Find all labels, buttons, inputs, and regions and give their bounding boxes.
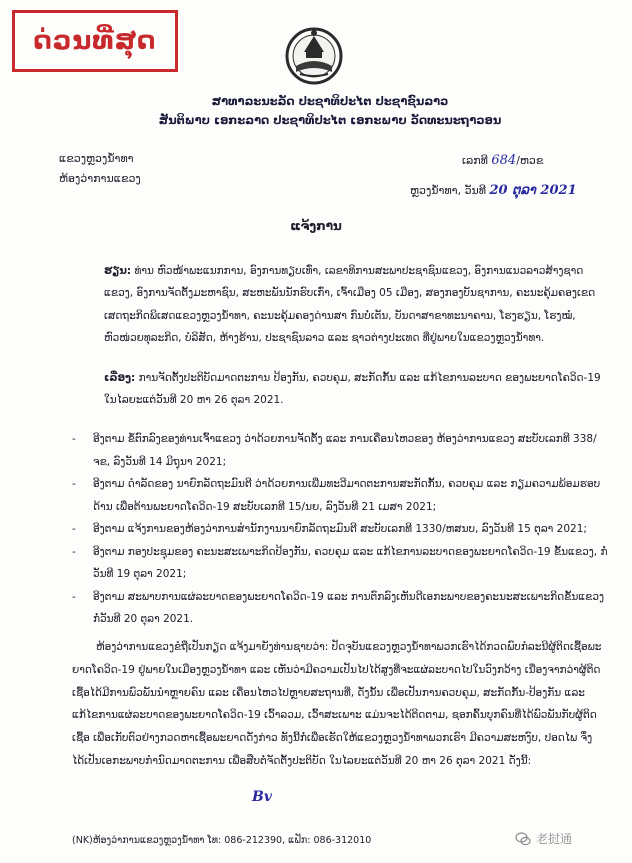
issuer-department: ຫ້ອງວ່າການແຂວງ: [59, 172, 141, 185]
urgent-stamp-text: ດ່ວນທີ່ສຸດ: [33, 26, 157, 56]
addressees-text: ທ່ານ ຫົວໜ້າພະແນກການ, ອົງການທຽບເທົ່າ, ເລຂາທິການສະພາປະຊາຊົນແຂວງ, ອົງການແນວລາວສ້າງຊາດແຂວງ, ອົງການຈັດຕັ້ງມະຫາຊົນ, ສະຫະພັນນັກຮົບເກົ່າ, ເຈົ້າເມືອງ 05 ເມືອງ, ສອງກອງບັນຊາການ, ຄະນະຄຸ້ມຄອງເຂດເສດຖະກິດພິເສດແຂວງຫຼວງນໍ້າທາ, ຄະນະຄຸ້ມຄອງດ່ານສາ ກົນບໍ່ເຕັນ, ບັນດາສາຂາທະນາຄານ, ໂຮງຮຽນ, ໂຮງໝໍ, ຫົວໜ່ວຍທຸລະກິດ, ບໍລິສັດ, ຫ້າງຮ້ານ, ປະຊາຊົນລາວ ແລະ ຊາວຕ່າງປະເທດ ທີ່ຢູ່ພາຍໃນແຂວງຫຼວງນໍ້າທາ.: [104, 265, 596, 344]
urgent-stamp: [12, 10, 178, 72]
reference-text: ອີງຕາມ ຂໍ້ຕົກລົງຂອງທ່ານເຈົ້າແຂວງ ວ່າດ້ວຍການຈັດຕັ້ງ ແລະ ການເຄື່ອນໄຫວຂອງ ຫ້ອງວ່າການແຂວງ ສະບັບເລກທີ 338/ຈຂ, ລົງວັນທີ 14 ມິຖຸນາ 2021;: [93, 433, 597, 468]
place-date-value: 20 ຕຸລາ 2021: [489, 183, 577, 198]
reference-item: [72, 518, 612, 541]
subject-label: ເລື່ອງ:: [104, 372, 136, 384]
reference-bullet: -: [72, 545, 76, 558]
reference-item: [72, 541, 612, 586]
reference-item: [72, 586, 612, 631]
addressees: [104, 260, 604, 349]
reference-text: ອີງຕາມ ດຳລັດຂອງ ນາຍົກລັດຖະມົນຕີ ວ່າດ້ວຍການເພີ່ມທະວີມາດຕະການສະກັດກັ້ນ, ຄວບຄຸມ ແລະ ກຽມຄວາມພ້ອມຮອບດ້ານ ເພື່ອຕ້ານພະຍາດໂຄວິດ-19 ສະບັບເລກທີ 15/ນຍ, ລົງວັນທີ 21 ເມສາ 2021;: [93, 478, 601, 513]
references-list: [72, 428, 612, 631]
watermark: [515, 830, 572, 847]
watermark-text: 老挝通: [536, 832, 573, 846]
place-date: [410, 183, 577, 198]
addressees-label: ຮຽນ:: [104, 265, 132, 277]
document-title: ແຈ້ງການ: [290, 219, 342, 233]
reference-bullet: -: [72, 478, 76, 490]
doc-number-suffix: /ຫວຂ: [516, 154, 544, 167]
footer-contact: (NK)ຫ້ອງວ່າການແຂວງຫຼວງນໍ້າທາ ໂທ: 086-212390, ແຟັກ: 086-312010: [72, 835, 372, 846]
wechat-icon: [515, 831, 531, 847]
reference-bullet: -: [72, 590, 76, 603]
reference-text: ອີງຕາມ ແຈ້ງການຂອງຫ້ອງວ່າການສຳນັກງານນາຍົກລັດຖະມົນຕີ ສະບັບເລກທີ 1330/ຫສນບ, ລົງວັນທີ 15 ຕຸລາ 2021;: [93, 523, 587, 535]
reference-bullet: -: [72, 523, 76, 535]
header-line-1: ສາທາລະນະລັດ ປະຊາທິປະໄຕ ປະຊາຊົນລາວ: [211, 94, 449, 108]
doc-number-label: ເລກທີ: [462, 154, 488, 167]
national-emblem-icon: [282, 22, 346, 86]
body-paragraph: ຫ້ອງວ່າການແຂວງຂໍຖືເປັນກຽດ ແຈ້ງມາຍັງທ່ານຊາບວ່າ: ປັດຈຸບັນແຂວງຫຼວງນໍ້າທາພວກເຮົາໄດ້ກວດພົບກໍລະນີຜູ້ຕິດເຊື້ອພະຍາດໂຄວິດ-19 ຢູ່ພາຍໃນເມືອງຫຼວງນໍ້າທາ ແລະ ເຫັນວ່າມີຄວາມເປັນໄປໄດ້ສູງທີ່ຈະແຜ່ລະບາດໄປໃນວົງກວ້າງ ເນື່ອງຈາກວ່າຜູ້ຕິດເຊື້ອໄດ້ມີການພົວພັນນຳຫຼາຍຄົນ ແລະ ເຄື່ອນໄຫວໄປຫຼາຍສະຖານທີ່, ດັ່ງນັ້ນ ເພື່ອເປັນການຄວບຄຸມ, ສະກັດກັ້ນ-ປ້ອງກັນ ແລະ ແກ້ໄຂການແຜ່ລະບາດຂອງພະຍາດໂຄວິດ-19 ເວົ້າລວມ, ເວົ້າສະເພາະ ແມ່ນຈະໄດ້ຕິດຕາມ, ຊອກຄົ້ນບຸກຄົນທີ່ໄດ້ພົວພັນກັບຜູ້ຕິດເຊື້ອ ເພື່ອເກັບຕົວຢ່າງກວດຫາເຊື້ອພະຍາດດັ່ງກ່າວ ທັງນີ້ກໍ່ເພື່ອເຮັດໃຫ້ແຂວງຫຼວງນໍ້າທາພວກເຮົາ ມີຄວາມສະຫງົບ, ປອດໄພ ຈຶ່ງໄດ້ເປັນເອກະພາບກຳນົດມາດຕະການ ເພື່ອສືບຕໍ່ຈັດຕັ້ງປະຕິບັດ ໃນໄລຍະແຕ່ວັນທີ 20 ຫາ 26 ຕຸລາ 2021 ດັ່ງນີ້:: [72, 641, 602, 767]
reference-item: [72, 428, 612, 473]
reference-text: ອີງຕາມ ກອງປະຊຸມຂອງ ຄະນະສະເພາະກິດປ້ອງກັນ, ຄວບຄຸມ ແລະ ແກ້ໄຂການລະບາດຂອງພະຍາດໂຄວິດ-19 ຂັ້ນແຂວງ, ກໍ່ວັນທີ 19 ຕຸລາ 2021;: [93, 545, 608, 580]
reference-text: ອີງຕາມ ສະພາບການແຜ່ລະບາດຂອງພະຍາດໂຄວິດ-19 ແລະ ການຕົກລົງເຫັນດີເອກະພາບຂອງຄະນະສະເພາະກິດຂັ້ນແຂວງ ກໍ່ວັນທີ 20 ຕຸລາ 2021.: [93, 590, 605, 625]
doc-number-value: 684: [491, 153, 517, 168]
subject-text: ການຈັດຕັ້ງປະຕິບັດມາດຕະການ ປ້ອງກັນ, ຄວບຄຸມ, ສະກັດກັ້ນ ແລະ ແກ້ໄຂການລະບາດ ຂອງພະຍາດໂຄວິດ-19 ໃນໄລຍະແຕ່ວັນທີ 20 ຫາ 26 ຕຸລາ 2021.: [104, 372, 601, 406]
place-date-prefix: ຫຼວງນໍ້າທາ, ວັນທີ: [410, 184, 486, 197]
issuer-province: ແຂວງຫຼວງນໍ້າທາ: [59, 152, 134, 165]
reference-bullet: -: [72, 433, 76, 445]
document-number: [462, 153, 543, 168]
subject: [104, 367, 604, 411]
reference-item: [72, 473, 612, 518]
signature-mark: Bv: [252, 789, 272, 805]
header-line-2: ສັນຕິພາບ ເອກະລາດ ປະຊາທິປະໄຕ ເອກະພາບ ວັດທະນະຖາວອນ: [158, 113, 502, 127]
